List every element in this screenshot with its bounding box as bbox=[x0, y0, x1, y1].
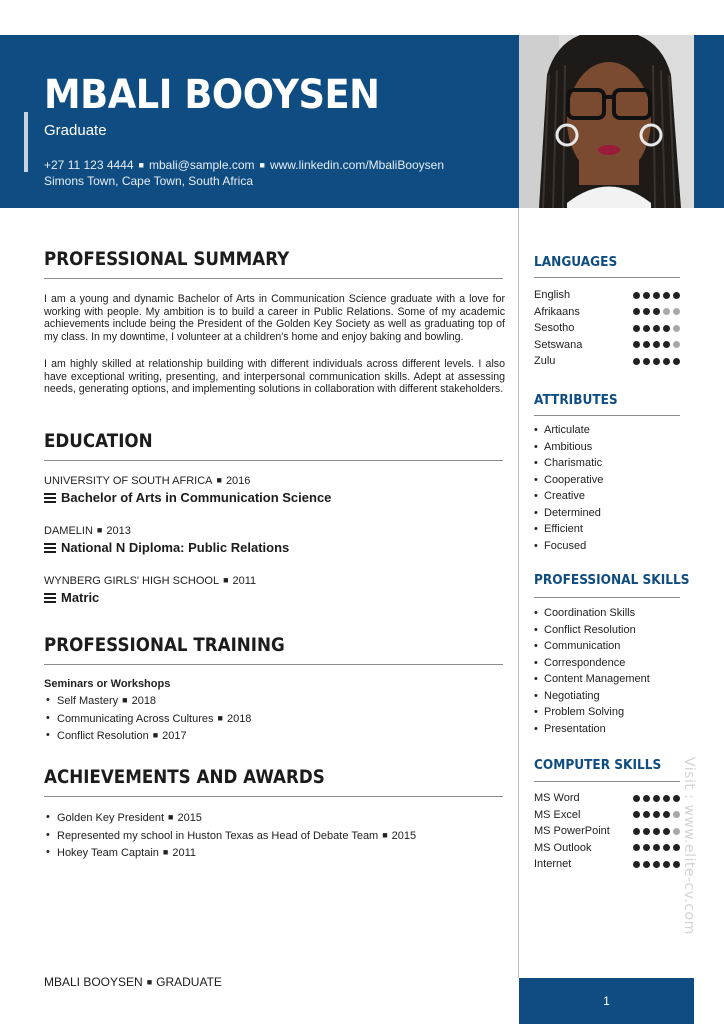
rating-label: MS Outlook bbox=[534, 841, 592, 854]
list-item: • Content Management bbox=[534, 671, 650, 688]
rating-dot-filled-icon bbox=[643, 308, 650, 315]
rating-row bbox=[534, 856, 680, 873]
rating-dot-filled-icon bbox=[633, 358, 640, 365]
rating-dot-filled-icon bbox=[633, 828, 640, 835]
list-item: • Problem Solving bbox=[534, 704, 650, 721]
divider bbox=[534, 597, 680, 598]
computer-skills-list bbox=[534, 790, 680, 873]
rating-dot-filled-icon bbox=[663, 325, 670, 332]
education-year: 2013 bbox=[106, 525, 131, 537]
rating-label: Internet bbox=[534, 858, 572, 871]
rating-dot-filled-icon bbox=[663, 811, 670, 818]
list-item: • Correspondence bbox=[534, 655, 650, 672]
rating-row bbox=[534, 823, 680, 840]
rating-dot-filled-icon bbox=[653, 292, 660, 299]
education-institution bbox=[44, 475, 250, 487]
list-item: • Creative bbox=[534, 488, 603, 505]
rating-dot-filled-icon bbox=[673, 861, 680, 868]
contact-line bbox=[44, 158, 444, 172]
rating-dot-filled-icon bbox=[643, 325, 650, 332]
rating-label: MS PowerPoint bbox=[534, 825, 610, 838]
rating-dot-filled-icon bbox=[633, 844, 640, 851]
rating-dot-filled-icon bbox=[653, 811, 660, 818]
header-accent-bar bbox=[24, 112, 28, 172]
linkedin-link[interactable]: www.linkedin.com/MbaliBooysen bbox=[269, 158, 445, 172]
list-item: • Charismatic bbox=[534, 455, 603, 472]
rating-dot-filled-icon bbox=[663, 861, 670, 868]
rating-dot-filled-icon bbox=[653, 828, 660, 835]
rating-dot-filled-icon bbox=[653, 341, 660, 348]
summary-heading: PROFESSIONAL SUMMARY bbox=[44, 248, 290, 270]
rating-dot-empty-icon bbox=[673, 811, 680, 818]
rating-label: English bbox=[534, 289, 571, 302]
institution-name: UNIVERSITY OF SOUTH AFRICA bbox=[44, 475, 213, 487]
rating-dot-filled-icon bbox=[643, 292, 650, 299]
list-item: • Coordination Skills bbox=[534, 605, 650, 622]
separator-square-icon: ■ bbox=[168, 812, 174, 822]
separator-square-icon: ■ bbox=[217, 712, 223, 723]
training-list bbox=[44, 692, 251, 745]
rating-dot-filled-icon bbox=[643, 861, 650, 868]
list-item: • Conflict Resolution bbox=[534, 622, 650, 639]
email-link[interactable]: mbali@sample.com bbox=[148, 158, 255, 172]
phone-number: +27 11 123 4444 bbox=[44, 158, 134, 172]
rating-dot-filled-icon bbox=[663, 358, 670, 365]
divider bbox=[44, 278, 503, 279]
rating-dots bbox=[633, 811, 680, 818]
rating-label: Zulu bbox=[534, 355, 556, 368]
training-subheading: Seminars or Workshops bbox=[44, 678, 171, 690]
list-item: • Presentation bbox=[534, 721, 650, 738]
rating-dot-empty-icon bbox=[673, 828, 680, 835]
list-item: • Efficient bbox=[534, 521, 603, 538]
separator-square-icon: ■ bbox=[382, 829, 388, 840]
separator-square-icon: ■ bbox=[146, 977, 153, 987]
divider bbox=[534, 277, 680, 278]
education-qualification bbox=[44, 540, 289, 555]
training-year: 2017 bbox=[162, 730, 187, 742]
rating-dots bbox=[633, 308, 680, 315]
candidate-title: Graduate bbox=[44, 122, 107, 139]
list-item bbox=[44, 844, 416, 862]
rating-dot-filled-icon bbox=[633, 341, 640, 348]
rating-dot-filled-icon bbox=[643, 341, 650, 348]
education-institution bbox=[44, 525, 131, 537]
rating-label: Sesotho bbox=[534, 322, 575, 335]
rating-dot-filled-icon bbox=[633, 292, 640, 299]
attributes-list bbox=[534, 422, 603, 554]
graduation-cap-icon bbox=[44, 542, 56, 554]
education-institution bbox=[44, 575, 256, 587]
rating-dot-filled-icon bbox=[653, 861, 660, 868]
qualification-name: Bachelor of Arts in Communication Science bbox=[61, 490, 332, 505]
list-item: • Articulate bbox=[534, 422, 603, 439]
achievements-heading: ACHIEVEMENTS AND AWARDS bbox=[44, 766, 325, 788]
footer-label bbox=[44, 975, 222, 989]
list-item bbox=[44, 809, 416, 827]
training-name: Self Mastery bbox=[57, 695, 119, 707]
rating-dot-filled-icon bbox=[653, 325, 660, 332]
rating-dots bbox=[633, 795, 680, 802]
footer-title: GRADUATE bbox=[156, 975, 222, 989]
list-item bbox=[44, 692, 251, 710]
rating-dot-empty-icon bbox=[663, 308, 670, 315]
achievement-year: 2011 bbox=[172, 847, 196, 859]
rating-label: Afrikaans bbox=[534, 305, 580, 318]
professional-skills-heading: PROFESSIONAL SKILLS bbox=[534, 572, 690, 588]
rating-row bbox=[534, 304, 680, 321]
rating-dot-filled-icon bbox=[643, 795, 650, 802]
achievements-list bbox=[44, 809, 416, 862]
rating-dot-filled-icon bbox=[673, 795, 680, 802]
education-year: 2011 bbox=[232, 575, 257, 587]
separator-square-icon: ■ bbox=[122, 695, 128, 705]
rating-dot-filled-icon bbox=[643, 828, 650, 835]
rating-dot-filled-icon bbox=[673, 358, 680, 365]
rating-dot-filled-icon bbox=[643, 844, 650, 851]
rating-dots bbox=[633, 844, 680, 851]
list-item: • Determined bbox=[534, 505, 603, 522]
graduation-cap-icon bbox=[44, 492, 56, 504]
divider bbox=[534, 415, 680, 416]
list-item: • Ambitious bbox=[534, 439, 603, 456]
summary-paragraph-2: I am highly skilled at relationship building with different individuals across different levels. I also have exceptional writing, presenting, and interpersonal communication skills. Adept at assessing needs, generating options, and implementing solutions in collaboration with different stakeholders. bbox=[44, 358, 505, 396]
rating-dot-empty-icon bbox=[673, 308, 680, 315]
training-year: 2018 bbox=[131, 695, 157, 707]
rating-dot-filled-icon bbox=[673, 292, 680, 299]
rating-row bbox=[534, 840, 680, 857]
list-item: • Communication bbox=[534, 638, 650, 655]
rating-dots bbox=[633, 828, 680, 835]
footer-name: MBALI BOOYSEN bbox=[44, 975, 143, 989]
separator-square-icon: ■ bbox=[216, 475, 222, 485]
list-item: • Cooperative bbox=[534, 472, 603, 489]
education-heading: EDUCATION bbox=[44, 430, 153, 452]
rating-dot-filled-icon bbox=[633, 325, 640, 332]
training-year: 2018 bbox=[226, 712, 252, 725]
rating-dots bbox=[633, 861, 680, 868]
list-item bbox=[44, 827, 416, 845]
rating-dot-filled-icon bbox=[673, 844, 680, 851]
rating-dots bbox=[633, 341, 680, 348]
divider bbox=[44, 664, 503, 665]
summary-paragraph-1: I am a young and dynamic Bachelor of Arts in Communication Science graduate with a love for working with people. My ambition is to build a career in Public Relations. Some of my academic achievements include being the President of the Golden Key Society as well as graduating top of my class. In my downtime, I volunteer at a children's home and enjoy baking and bowling. bbox=[44, 293, 505, 343]
rating-dot-filled-icon bbox=[653, 308, 660, 315]
separator-square-icon: ■ bbox=[223, 575, 229, 585]
profile-photo bbox=[519, 35, 694, 208]
separator-square-icon: ■ bbox=[162, 847, 169, 857]
training-heading: PROFESSIONAL TRAINING bbox=[44, 634, 285, 656]
rating-row bbox=[534, 807, 680, 824]
rating-dot-filled-icon bbox=[663, 795, 670, 802]
page-number-box bbox=[519, 978, 694, 1024]
languages-list bbox=[534, 287, 680, 370]
rating-dot-filled-icon bbox=[633, 795, 640, 802]
rating-dot-filled-icon bbox=[663, 292, 670, 299]
training-name: Conflict Resolution bbox=[57, 730, 149, 742]
list-item bbox=[44, 727, 251, 745]
rating-row bbox=[534, 790, 680, 807]
column-divider bbox=[518, 208, 519, 978]
rating-dot-filled-icon bbox=[633, 308, 640, 315]
rating-label: Setswana bbox=[534, 338, 583, 351]
divider bbox=[44, 796, 503, 797]
rating-dot-filled-icon bbox=[633, 811, 640, 818]
list-item: • Focused bbox=[534, 538, 603, 555]
achievement-year: 2015 bbox=[391, 829, 417, 842]
rating-dot-filled-icon bbox=[663, 341, 670, 348]
rating-row bbox=[534, 320, 680, 337]
achievement-name: Golden Key President bbox=[57, 812, 165, 824]
page-number: 1 bbox=[603, 994, 610, 1008]
institution-name: DAMELIN bbox=[44, 525, 93, 537]
education-qualification bbox=[44, 590, 99, 605]
rating-label: MS Excel bbox=[534, 808, 581, 821]
rating-dot-filled-icon bbox=[643, 358, 650, 365]
achievement-name: Represented my school in Huston Texas as Head of Debate Team bbox=[57, 829, 379, 842]
achievement-name: Hokey Team Captain bbox=[57, 847, 159, 859]
qualification-name: National N Diploma: Public Relations bbox=[61, 540, 290, 555]
rating-dot-filled-icon bbox=[653, 795, 660, 802]
rating-row bbox=[534, 337, 680, 354]
rating-dot-filled-icon bbox=[663, 844, 670, 851]
rating-dot-empty-icon bbox=[673, 325, 680, 332]
candidate-name: MBALI BOOYSEN bbox=[44, 72, 380, 118]
languages-heading: LANGUAGES bbox=[534, 254, 618, 270]
training-name: Communicating Across Cultures bbox=[57, 712, 214, 725]
separator-square-icon: ■ bbox=[96, 525, 103, 535]
rating-dots bbox=[633, 292, 680, 299]
rating-dot-filled-icon bbox=[663, 828, 670, 835]
education-year: 2016 bbox=[225, 475, 251, 487]
rating-row bbox=[534, 287, 680, 304]
separator-square-icon: ■ bbox=[152, 730, 159, 740]
rating-label: MS Word bbox=[534, 792, 580, 805]
achievement-year: 2015 bbox=[177, 812, 202, 824]
education-qualification bbox=[44, 490, 331, 505]
divider bbox=[534, 781, 680, 782]
list-item: • Negotiating bbox=[534, 688, 650, 705]
rating-dots bbox=[633, 325, 680, 332]
graduation-cap-icon bbox=[44, 592, 56, 604]
institution-name: WYNBERG GIRLS' HIGH SCHOOL bbox=[44, 575, 220, 587]
divider bbox=[44, 460, 503, 461]
separator-square-icon: ■ bbox=[138, 160, 144, 170]
qualification-name: Matric bbox=[61, 590, 100, 605]
rating-dots bbox=[633, 358, 680, 365]
watermark-text: Visit : www.elite-cv.com bbox=[681, 757, 697, 935]
separator-square-icon: ■ bbox=[259, 160, 265, 170]
attributes-heading: ATTRIBUTES bbox=[534, 392, 618, 408]
rating-dot-empty-icon bbox=[673, 341, 680, 348]
professional-skills-list bbox=[534, 605, 650, 737]
computer-skills-heading: COMPUTER SKILLS bbox=[534, 757, 662, 773]
rating-dot-filled-icon bbox=[653, 844, 660, 851]
rating-dot-filled-icon bbox=[653, 358, 660, 365]
rating-dot-filled-icon bbox=[633, 861, 640, 868]
address: Simons Town, Cape Town, South Africa bbox=[44, 174, 254, 188]
rating-dot-filled-icon bbox=[643, 811, 650, 818]
rating-row bbox=[534, 353, 680, 370]
list-item bbox=[44, 710, 251, 728]
